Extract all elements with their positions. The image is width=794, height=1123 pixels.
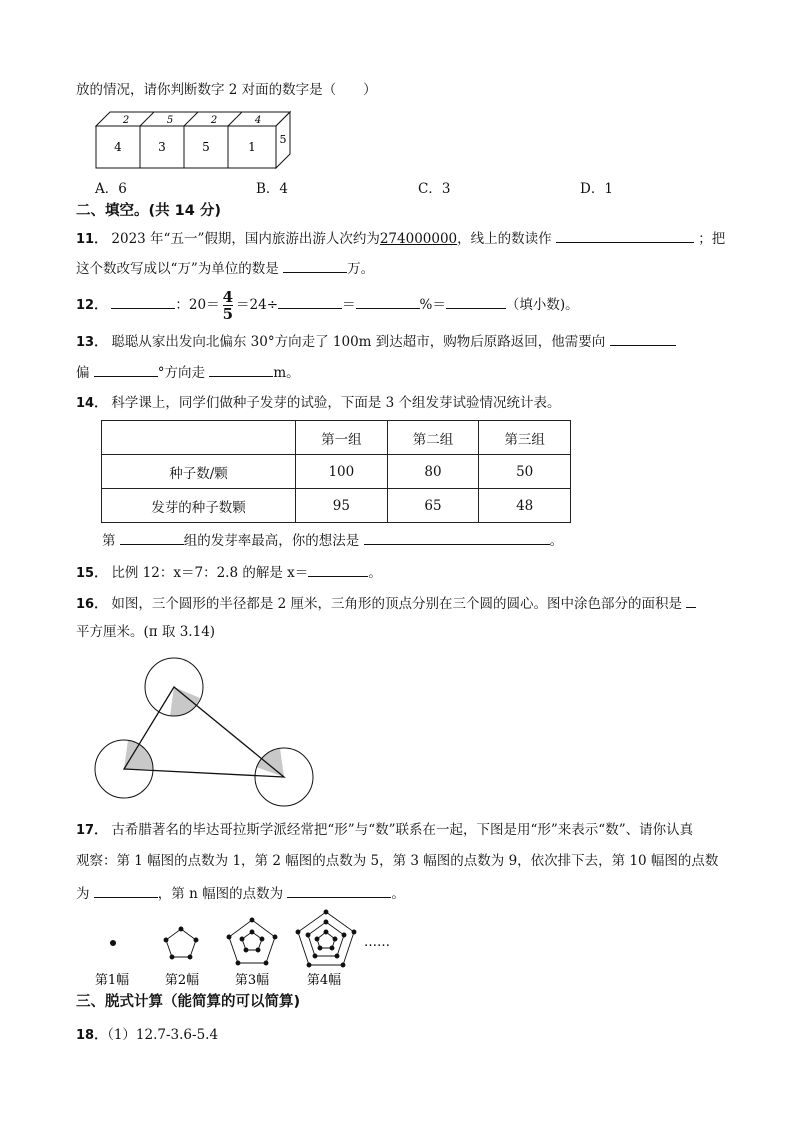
figure-label-4: 第4幅 <box>306 973 342 988</box>
section-2-title: 二、填空。(共 14 分) <box>76 203 222 219</box>
q11-blank-reading[interactable] <box>556 227 694 243</box>
figure-label-3: 第3幅 <box>234 973 270 988</box>
table-header-cell <box>102 421 296 455</box>
dot <box>330 946 334 950</box>
q13-l2-a: 偏 <box>76 365 90 381</box>
cube-top-label-4: 4 <box>254 115 262 126</box>
option-b: B．4 <box>256 181 289 197</box>
table-cell: 50 <box>479 455 571 489</box>
dot <box>170 955 174 959</box>
cube-front-label-3: 5 <box>202 140 210 154</box>
q11-line1 <box>76 227 725 250</box>
q17-l3-b: ，第 n 幅图的点数为 <box>157 886 284 902</box>
q14-number: 14． <box>76 396 108 411</box>
q17-blank-10th[interactable] <box>94 882 158 898</box>
pentagon-3-outer <box>229 920 275 963</box>
three-circles-figure <box>88 650 328 815</box>
dot <box>315 937 319 941</box>
option-a: A．6 <box>95 181 127 197</box>
q11-line2-b: 万。 <box>347 261 375 277</box>
q14-answer-line <box>102 529 563 551</box>
dot <box>260 937 264 941</box>
q12-t5: （填小数)。 <box>505 297 579 313</box>
q12-t4: %＝ <box>419 297 446 313</box>
q15-blank-x[interactable] <box>308 561 368 577</box>
dot <box>164 938 168 942</box>
option-c: C．3 <box>418 181 451 197</box>
dot <box>324 920 328 924</box>
dot <box>352 930 356 934</box>
dot <box>306 933 310 937</box>
q13-blank-distance[interactable] <box>209 361 273 377</box>
q17-text: 古希腊著名的毕达哥拉斯学派经常把“形”与“数”联系在一起，下图是用“形”来表示“数”、请你认真 <box>111 822 694 838</box>
dot <box>342 933 346 937</box>
q13-number: 13． <box>76 335 108 350</box>
cube-front-label-2: 3 <box>158 140 166 154</box>
q15-line <box>76 561 382 584</box>
q11-line2-a: 这个数改写成以“万”为单位的数是 <box>76 261 279 277</box>
table-row <box>102 455 571 489</box>
dot <box>110 940 115 945</box>
q11-big-number: 274000000 <box>379 231 458 247</box>
q15-number: 15． <box>76 566 108 581</box>
q14-blank-group[interactable] <box>120 529 184 545</box>
q11-number: 11． <box>76 232 108 247</box>
q13-line2 <box>76 361 300 383</box>
cube-top-label-3: 2 <box>210 115 218 126</box>
q12-fraction-numerator: 4 <box>222 288 234 306</box>
q17-line3 <box>76 882 405 904</box>
table-header-cell: 第二组 <box>387 421 479 455</box>
dot <box>324 910 328 914</box>
q11-text-c: ；把 <box>698 231 726 247</box>
q17-l3-a: 为 <box>76 886 90 902</box>
q17-line2: 观察：第 1 幅图的点数为 1，第 2 幅图的点数为 5，第 3 幅图的点数为 9，依次排下去，第 10 幅图的点数 <box>76 853 719 869</box>
q13-l2-c: m。 <box>273 365 300 381</box>
dot <box>273 935 277 939</box>
shaded-sector-top <box>170 687 200 716</box>
dot <box>307 963 311 967</box>
q16-line1 <box>76 592 696 615</box>
dot <box>240 937 244 941</box>
dot <box>335 954 339 958</box>
dot <box>194 938 198 942</box>
q11-text-b: ，线上的数读作 <box>457 231 552 247</box>
q13-blank-degree[interactable] <box>94 361 158 377</box>
table-row <box>102 489 571 523</box>
pentagon-dots-figure <box>90 908 400 990</box>
cube-strip-figure <box>94 106 299 170</box>
dot <box>333 937 337 941</box>
cube-top-label-1: 2 <box>122 115 130 126</box>
q15-end: 。 <box>368 565 382 581</box>
q17-line1 <box>76 820 693 841</box>
q12-blank-4[interactable] <box>446 293 506 309</box>
q13-text: 聪聪从家出发向北偏东 30°方向走了 100m 到达超市，购物后原路返回，他需要向 <box>111 334 606 350</box>
q12-line <box>76 288 579 323</box>
q17-l3-c: 。 <box>391 886 405 902</box>
dot <box>250 930 254 934</box>
pentagon-3-inner <box>242 932 262 950</box>
ellipsis: …… <box>364 935 390 950</box>
pentagon-2 <box>166 929 196 957</box>
table-cell: 65 <box>387 489 479 523</box>
q12-t2: ＝24÷ <box>236 297 279 313</box>
q14-blank-reason[interactable] <box>364 529 550 545</box>
dot <box>250 918 254 922</box>
q14-ans-c: 。 <box>549 533 564 549</box>
q12-blank-3[interactable] <box>356 293 420 309</box>
q12-fraction <box>223 289 233 322</box>
cube-top-label-2: 5 <box>166 115 174 126</box>
dot <box>296 930 300 934</box>
dot <box>179 927 183 931</box>
q11-line2 <box>76 257 374 279</box>
q14-line1 <box>76 393 561 414</box>
q13-blank-direction[interactable] <box>610 330 676 346</box>
dot <box>227 935 231 939</box>
q18-text: （1）12.7-3.6-5.4 <box>107 1027 219 1043</box>
q10-intro: 放的情况，请你判断数字 2 对面的数字是（ ） <box>76 82 377 98</box>
dot <box>341 963 345 967</box>
dot <box>264 961 268 965</box>
dot <box>324 930 328 934</box>
q15-text: 比例 12：x＝7：2.8 的解是 x＝ <box>111 565 309 581</box>
q16-blank-area[interactable] <box>686 592 696 608</box>
section-3-title: 三、脱式计算（能简算的可以简算) <box>76 994 301 1010</box>
q18-number: 18． <box>76 1028 108 1043</box>
option-d: D．1 <box>580 181 613 197</box>
q13-line1 <box>76 330 676 353</box>
cube-front-label-1: 4 <box>114 140 122 154</box>
q12-t3: ＝ <box>342 297 356 313</box>
table-cell: 种子数/颗 <box>102 455 296 489</box>
q16-line2: 平方厘米。(π 取 3.14) <box>76 624 216 640</box>
q16-text: 如图，三个圆形的半径都是 2 厘米，三角形的顶点分别在三个圆的圆心。图中涂色部分的面积是 <box>111 596 683 612</box>
figure-label-1: 第1幅 <box>94 973 130 988</box>
dot <box>236 961 240 965</box>
q14-ans-a: 第 <box>102 533 116 549</box>
table-header-cell: 第一组 <box>296 421 388 455</box>
dot <box>313 954 317 958</box>
seed-germination-table <box>101 420 571 523</box>
pentagon-4-middle <box>308 922 344 956</box>
cube-side-label: 5 <box>279 133 287 146</box>
table-cell: 100 <box>296 455 388 489</box>
table-header-row <box>102 421 571 455</box>
dot <box>256 948 260 952</box>
q11-blank-wan[interactable] <box>283 257 347 273</box>
dot <box>188 955 192 959</box>
cube-front-label-4: 1 <box>248 140 256 154</box>
q14-ans-b: 组的发芽率最高，你的想法是 <box>183 533 360 549</box>
dot <box>244 948 248 952</box>
table-cell: 95 <box>296 489 388 523</box>
shaded-sector-right <box>256 748 284 777</box>
q14-text: 科学课上，同学们做种子发芽的试验，下面是 3 个组发芽试验情况统计表。 <box>111 395 561 411</box>
q12-blank-2[interactable] <box>278 293 342 309</box>
q13-l2-b: °方向走 <box>157 365 206 381</box>
table-cell: 80 <box>387 455 479 489</box>
q17-number: 17． <box>76 823 108 838</box>
q12-blank-1[interactable] <box>111 293 175 309</box>
q16-number: 16． <box>76 597 108 612</box>
dot <box>318 946 322 950</box>
table-cell: 48 <box>479 489 571 523</box>
q11-text-a: 2023 年“五一”假期，国内旅游出游人次约为 <box>111 231 380 247</box>
q18-line <box>76 1025 218 1046</box>
table-cell: 发芽的种子数颗 <box>102 489 296 523</box>
figure-label-2: 第2幅 <box>164 973 200 988</box>
q17-blank-nth[interactable] <box>287 882 391 898</box>
q12-fraction-denominator: 5 <box>222 305 234 323</box>
q12-t1: ：20＝ <box>175 297 220 313</box>
table-header-cell: 第三组 <box>479 421 571 455</box>
q12-number: 12． <box>76 298 108 313</box>
